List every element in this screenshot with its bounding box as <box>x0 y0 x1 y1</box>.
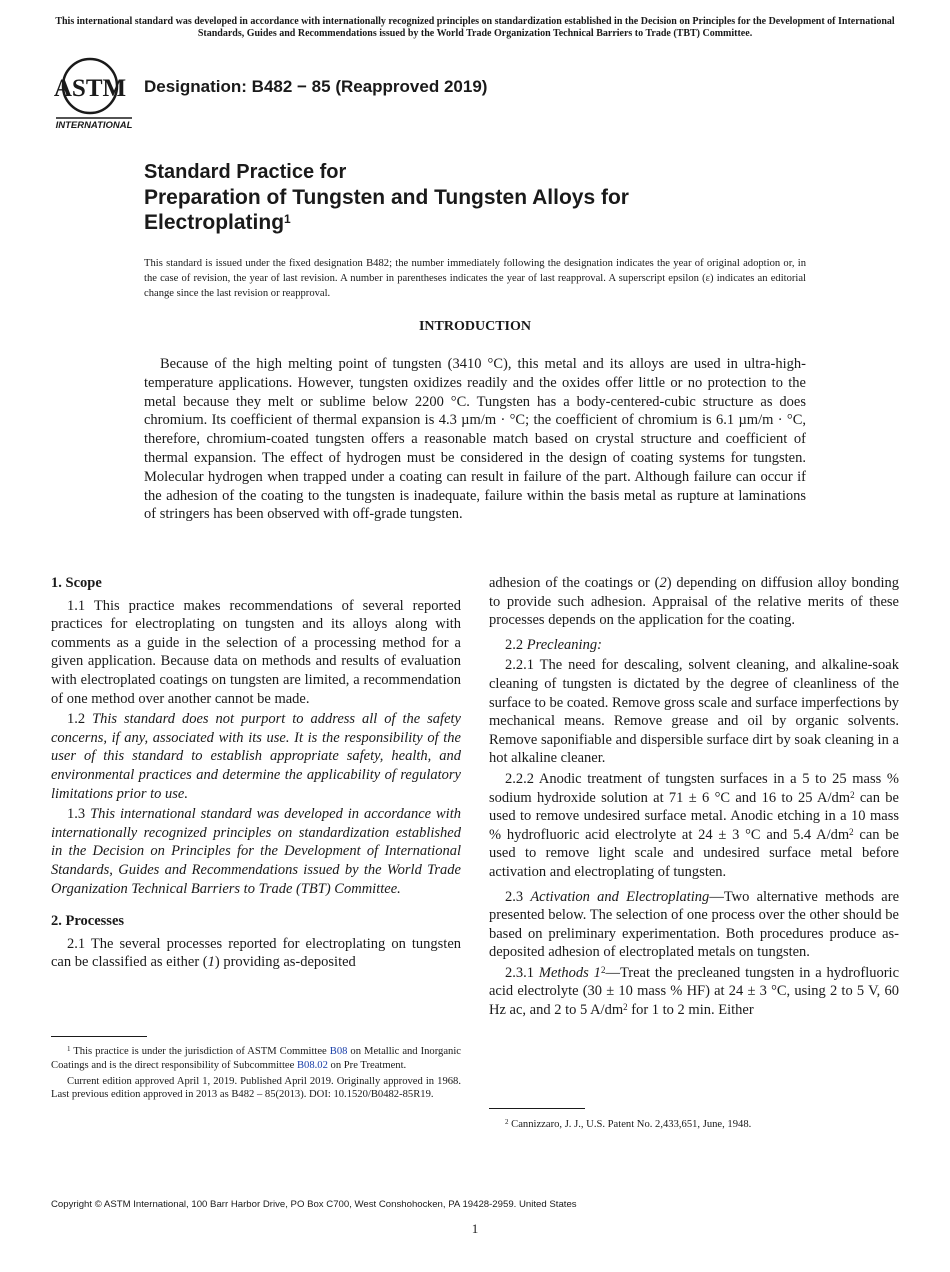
paragraph-2-3-number: 2.3 <box>505 888 524 905</box>
subcommittee-b08-02-link[interactable]: B08.02 <box>296 1059 328 1071</box>
paragraph-2-2-1: 2.2.1 The need for descaling, solvent cleaning, and alkaline-soak cleaning of tungsten is dictated by the degree of cleanliness of the surface to be coated. Remove gross scale and surface imperfections by mechanical means. Remove grease and oil by organic solvents. Remove saponifiable and dispersible surface dirt by soak cleaning in a hot alkaline cleaner. <box>489 657 899 767</box>
introduction-body: Because of the high melting point of tungsten (3410 °C), this metal and its alloys are used in ultra-high-temperature applications. However, tungsten oxidizes readily and the oxides offer little or no protection to the metal because they melt or sublime below 2200 °C. Tungsten has a body-centered-cubic structure as does chromium. Its coefficient of thermal expansion is 4.3 µm/m · °C; the coefficient of chromium is 6.1 µm/m · °C, therefore, chromium-coated tungsten offers a reasonable match based on crystal structure and coefficient of thermal expansion. The effect of hydrogen must be considered in the design of coating systems for tungsten. Molecular hydrogen when trapped under a coating can result in failure of the part. Although failure can occur if the adhesion of the coating to the tungsten is inadequate, failure within the basis metal as rupture at laminations of stringers has been observed with off-grade tungsten. <box>144 356 806 523</box>
footnote-2-text: Cannizzaro, J. J., U.S. Patent No. 2,433,651, June, 1948. <box>511 1119 752 1130</box>
scope-heading: 1. Scope <box>51 575 102 591</box>
footnote-2-mark: 2 <box>505 1118 509 1126</box>
title-line-3 <box>144 210 824 235</box>
paragraph-2-3-1-number: 2.3.1 <box>505 964 534 981</box>
paragraph-2-2-2-text-b: can be used to remove undesired surface metal. Anodic etching in a 10 mass % hydrofluoric acid electrolyte at 24 ± 3 °C and 5.4 A/dm <box>489 789 899 843</box>
paragraph-1-3-number: 1.3 <box>67 806 86 823</box>
copyright-notice: Copyright © ASTM International, 100 Barr Harbor Drive, PO Box C700, West Conshohocken, PA 19428-2959. United States <box>51 1199 577 1210</box>
issue-note: This standard is issued under the fixed designation B482; the number immediately following the designation indicates the year of original adoption or, in the case of revision, the year of last revision. A number in parentheses indicates the year of last reapproval. A superscript epsilon (ε) indicates an editorial change since the last revision or reapproval. <box>144 258 806 299</box>
paragraph-2-3-1 <box>489 964 899 1020</box>
paragraph-2-1-item-1: 1 <box>207 954 215 971</box>
paragraph-2-3-1-text-b: for 1 to 2 min. Either <box>627 1002 754 1019</box>
logo-letters: ASTM <box>53 75 127 102</box>
footnote-rule-right <box>489 1108 585 1109</box>
paragraph-1-2-text: This standard does not purport to address all of the safety concerns, if any, associated with its use. It is the responsibility of the user of this standard to establish appropriate safety, health, and environmental practices and determine the applicability of regulatory limitations prior to use. <box>51 711 461 802</box>
document-title <box>144 160 824 235</box>
footnote-1-text-b: on Metallic and Inorganic Coatings and is the direct responsibility of Subcommittee <box>51 1046 462 1071</box>
footnote-1-text-c: on Pre Treatment. <box>327 1059 407 1071</box>
paragraph-1-2-number: 1.2 <box>67 711 86 728</box>
title-line-3-text: Electroplating <box>144 211 285 234</box>
right-column <box>489 574 899 1022</box>
paragraph-1-2 <box>51 710 461 803</box>
processes-heading: 2. Processes <box>51 913 125 930</box>
paragraph-2-2-2 <box>489 770 899 882</box>
title-line-2: Preparation of Tungsten and Tungsten Alloys for <box>144 186 629 209</box>
paragraph-2-1-text-b: ) providing as-deposited <box>214 954 356 971</box>
paragraph-2-1-start <box>51 935 461 972</box>
title-line-1: Standard Practice for <box>144 161 347 183</box>
footnote-2 <box>489 1118 899 1132</box>
paragraph-2-2-2-sup-2: 2 <box>849 826 854 837</box>
paragraph-2-2-label: Precleaning: <box>526 636 602 653</box>
left-column <box>51 574 461 974</box>
paragraph-2-1-text-c: adhesion of the coatings or ( <box>489 575 660 591</box>
paragraph-2-3-1-label: Methods 1 <box>538 964 601 981</box>
paragraph-2-3-1-sup: 2 <box>623 1002 628 1013</box>
paragraph-1-3-text: This international standard was developed in accordance with internationally recognized principles on standardization established in the Decision on Principles for the Development of International Standards, Guides and Recommendations issued by the World Trade Organization Technical Barriers to Trade (TBT) Committee. <box>51 806 461 897</box>
paragraph-2-2-2-text-c: can be used to remove light scale and undesired surface metal before activation and electroplating of tungsten. <box>489 826 899 880</box>
paragraph-2-2-number: 2.2 <box>505 636 524 653</box>
paragraph-2-2 <box>489 636 899 655</box>
title-footnote-mark: 1 <box>284 212 291 226</box>
footnote-1 <box>51 1045 461 1073</box>
introduction-heading: INTRODUCTION <box>418 319 531 334</box>
paragraph-2-2-2-text-a: 2.2.2 Anodic treatment of tungsten surfaces in a 5 to 25 mass % sodium hydroxide solution at 71 ± 6 °C and 16 to 25 A/dm <box>489 770 899 806</box>
footnote-1-mark: 1 <box>67 1045 71 1053</box>
page-number: 1 <box>471 1221 479 1236</box>
paragraph-2-1-item-2: 2 <box>659 575 667 591</box>
footnotes-left <box>51 1045 461 1104</box>
paragraph-1-3 <box>51 805 461 898</box>
committee-b08-link[interactable]: B08 <box>329 1046 348 1057</box>
edition-note: Current edition approved April 1, 2019. Published April 2019. Originally approved in 1968. Last previous edition approved in 2013 as B482 – 85(2013). DOI: 10.1520/B0482-85R19. <box>51 1075 461 1101</box>
paragraph-2-1-text-d: ) depending on diffusion alloy bonding to provide such adhesion. Appraisal of the relative merits of these processes depends on the application for the coating. <box>489 575 899 629</box>
footnote-rule-left <box>51 1036 147 1037</box>
paragraph-2-3-label: Activation and Electroplating <box>530 888 710 905</box>
designation: Designation: B482 − 85 (Reapproved 2019) <box>144 77 488 96</box>
astm-logo-mark <box>52 56 134 130</box>
footnote-1-text-a: This practice is under the jurisdiction of ASTM Committee <box>73 1046 330 1057</box>
logo-wordmark: INTERNATIONAL <box>55 120 133 130</box>
paragraph-2-3-1-footnote-mark: 2 <box>600 964 606 975</box>
paragraph-2-3-text: —Two alternative methods are presented below. The selection of one process over the other should be based on preliminary experimentation. Both procedures produce as-deposited adhesion of electroplated metals on tungsten. <box>489 888 900 961</box>
paragraph-1-1: 1.1 This practice makes recommendations of several reported practices for electroplating on tungsten and its alloys along with comments as a guide in the selection of a processing method for a given application. Because data on methods and results of evaluation with electroplated coatings on tungsten are limited, a recommendation of one method over another cannot be made. <box>51 597 461 707</box>
astm-logo <box>52 56 134 130</box>
paragraph-2-1-continued <box>489 574 899 630</box>
paragraph-2-1-text-a: 2.1 The several processes reported for electroplating on tungsten can be classified as either ( <box>51 935 461 971</box>
paragraph-2-2-2-sup-1: 2 <box>850 789 855 800</box>
paragraph-2-3 <box>489 888 899 962</box>
paragraph-2-3-1-text-a: —Treat the precleaned tungsten in a hydrofluoric acid electrolyte (30 ± 10 mass % HF) at 24 ± 3 °C, using 2 to 5 V, 60 Hz ac, and 2 to 5 A/dm <box>489 964 900 1019</box>
footnotes-right <box>489 1118 899 1134</box>
top-notice: This international standard was developed in accordance with internationally recognized principles on standardization established in the Decision on Principles for the Development of International Standards, Guides and Recommendations issued by the World Trade Organization Technical Barriers to Trade (TBT) Committee. <box>55 16 895 39</box>
